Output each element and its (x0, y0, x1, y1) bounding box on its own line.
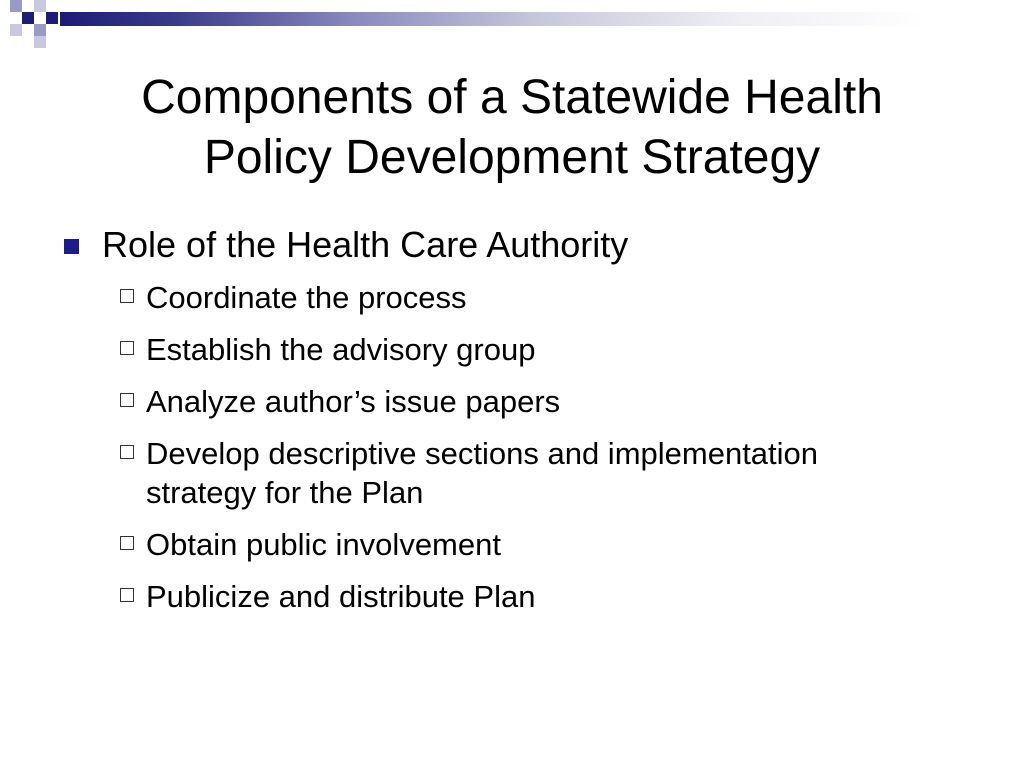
decor-square (22, 0, 34, 12)
decor-square (34, 24, 46, 36)
decor-square (46, 0, 58, 12)
top-bullet-label: Role of the Health Care Authority (102, 224, 629, 265)
hollow-square-bullet-icon (120, 536, 134, 550)
decor-square (10, 24, 22, 36)
list-item (60, 330, 980, 369)
decor-square (10, 0, 22, 12)
decorative-header (0, 0, 1024, 60)
list-item (60, 382, 980, 421)
list-item-text: Establish the advisory group (146, 332, 536, 367)
slide-title-line-2: Policy Development Strategy (203, 131, 821, 184)
list-item (60, 278, 980, 317)
hollow-square-bullet-icon (120, 445, 134, 459)
decor-square (34, 36, 46, 48)
list-item-text: Coordinate the process (146, 280, 467, 315)
decor-square (34, 12, 46, 24)
list-item (60, 434, 846, 512)
list-item (60, 525, 980, 564)
list-item-text: Analyze author’s issue papers (146, 384, 561, 419)
hollow-square-bullet-icon (120, 341, 134, 355)
list-item-text: Publicize and distribute Plan (146, 579, 536, 614)
decor-square (22, 12, 34, 24)
hollow-square-bullet-icon (120, 393, 134, 407)
hollow-square-bullet-icon (120, 588, 134, 602)
list-item (60, 577, 980, 616)
list-item-text: Develop descriptive sections and implementation strategy for the Plan (146, 436, 819, 510)
list-item-text: Obtain public involvement (146, 527, 501, 562)
slide-title-line-1: Components of a Statewide Health (141, 71, 883, 124)
header-gradient-band (60, 12, 1024, 26)
decor-square (34, 0, 46, 12)
slide-body (60, 222, 980, 629)
decor-square (10, 12, 22, 24)
decor-square (22, 24, 34, 36)
slide-title (40, 68, 984, 188)
hollow-square-bullet-icon (120, 289, 134, 303)
decor-square (46, 12, 58, 24)
top-bullet (60, 222, 980, 278)
sub-bullet-list (60, 278, 980, 616)
square-bullet-icon (64, 239, 79, 254)
